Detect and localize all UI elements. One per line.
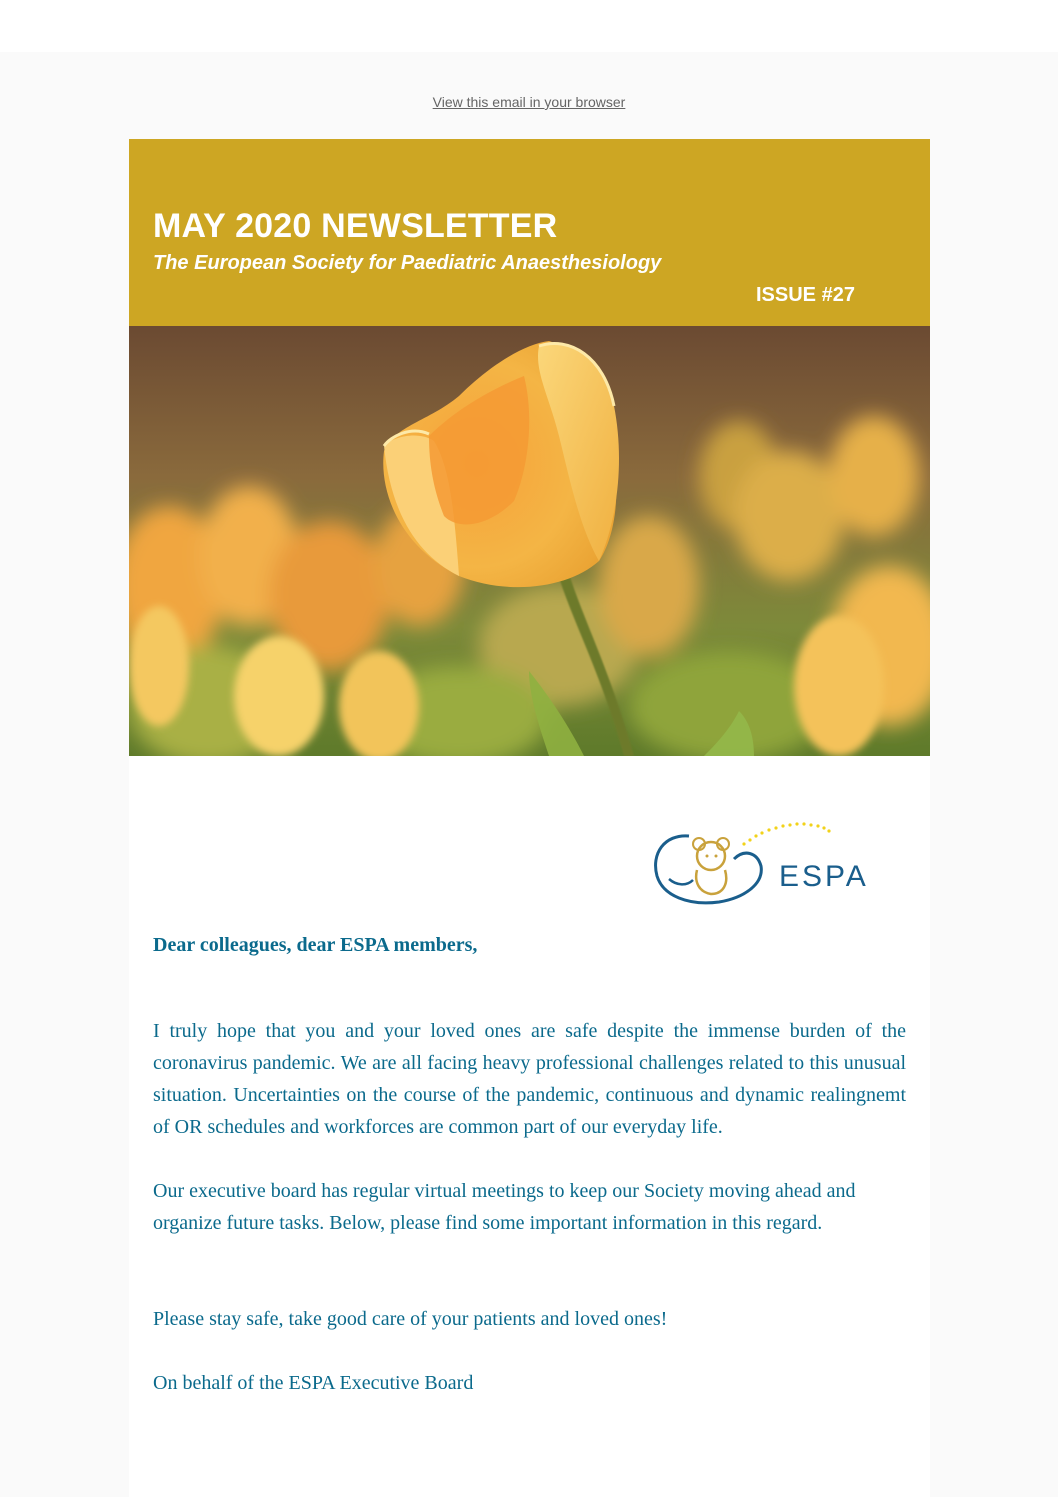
- issue-number: ISSUE #27: [756, 284, 855, 306]
- koala-logo-icon: [656, 836, 762, 903]
- espa-logo: [649, 814, 889, 914]
- newsletter-title: MAY 2020 NEWSLETTER: [153, 207, 558, 245]
- view-in-browser-link[interactable]: View this email in your browser: [432, 94, 626, 110]
- newsletter-header: [129, 139, 930, 326]
- newsletter-card: [129, 139, 930, 1497]
- hero-tulip-image: [129, 326, 930, 756]
- paragraph-intro: I truly hope that you and your loved ones are safe despite the immense burden of the coronavirus pandemic. We are all facing heavy professional challenges related to this unusual situation. Uncertainties on the course of the pandemic, continuous and dynamic realingnemt of OR schedules and workforces are common part of our everyday life.: [153, 1020, 906, 1138]
- paragraph-stay-safe: Please stay safe, take good care of your patients and loved ones!: [153, 1308, 668, 1330]
- paragraph-board: Our executive board has regular virtual meetings to keep our Society moving ahead and organize future tasks. Below, please find some important information in this regard.: [153, 1180, 856, 1234]
- signoff: On behalf of the ESPA Executive Board: [153, 1372, 474, 1394]
- greeting: Dear colleagues, dear ESPA members,: [153, 934, 478, 956]
- espa-logo-text: ESPA: [779, 860, 869, 893]
- newsletter-subtitle: The European Society for Paediatric Anaesthesiology: [153, 252, 662, 274]
